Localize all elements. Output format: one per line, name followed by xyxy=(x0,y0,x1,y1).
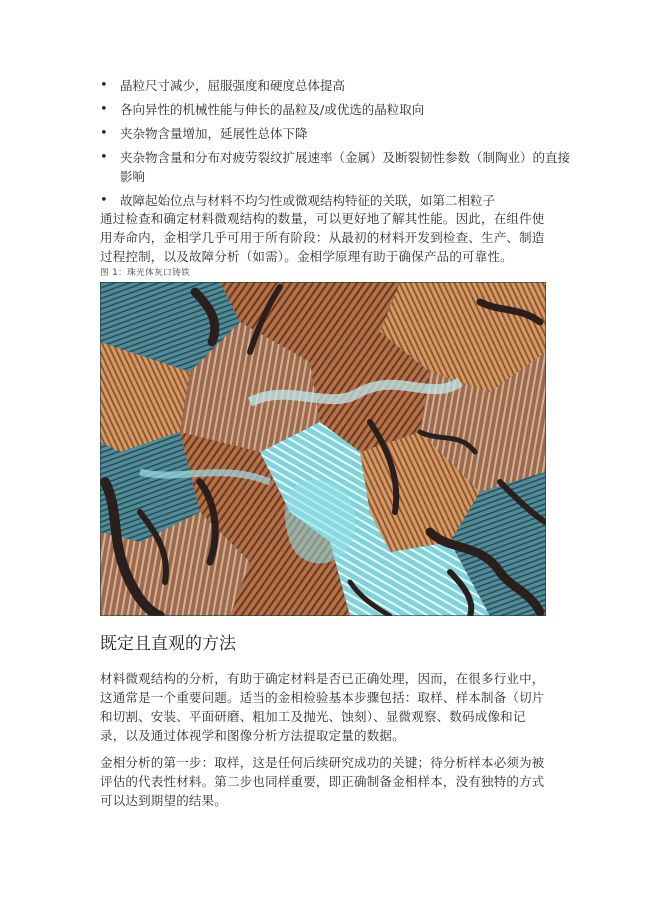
bullet-item xyxy=(100,148,570,186)
figure-caption: 图 1：珠光体灰口铸铁 xyxy=(100,268,191,278)
bullet-dot: • xyxy=(100,193,108,208)
bullet-text: 晶粒尺寸减少，屈服强度和硬度总体提高 xyxy=(120,78,346,93)
bullet-item xyxy=(100,124,570,143)
section-paragraph: 材料微观结构的分析，有助于确定材料是否已正确处理，因而，在很多行业中，这通常是一个重要问题。适当的金相检验基本步骤包括：取样、样本制备（切片和切割、安装、平面研磨、粗加工及抛光、蚀刻）、显微观察、数码成像和记录，以及通过体视学和图像分析方法提取定量的数据。 xyxy=(100,671,545,743)
bullet-text: 各向异性的机械性能与伸长的晶粒及/或优选的晶粒取向 xyxy=(120,102,425,117)
bullet-dot: • xyxy=(100,102,108,117)
pearlitic-cast-iron-micrograph xyxy=(100,282,546,616)
bullet-text: 故障起始位点与材料不均匀性或微观结构特征的关联，如第二相粒子 xyxy=(120,193,496,208)
section-title: 既定且直观的方法 xyxy=(100,634,236,654)
property-bullet-list xyxy=(100,76,570,215)
bullet-item xyxy=(100,191,570,210)
bullet-text: 夹杂物含量增加，延展性总体下降 xyxy=(120,126,308,141)
bullet-item xyxy=(100,76,570,95)
section-paragraph: 金相分析的第一步：取样，这是任何后续研究成功的关键；待分析样本必须为被评估的代表性材料。第二步也同样重要，即正确制备金相样本，没有独特的方式可以达到期望的结果。 xyxy=(100,755,545,808)
bullet-dot: • xyxy=(100,78,108,93)
intro-paragraph: 通过检查和确定材料微观结构的数量，可以更好地了解其性能。因此，在组件使用寿命内，金相学几乎可用于所有阶段：从最初的材料开发到检查、生产、制造过程控制，以及故障分析（如需）。金相学原理有助于确保产品的可靠性。 xyxy=(100,211,545,264)
bullet-text: 夹杂物含量和分布对疲劳裂纹扩展速率（金属）及断裂韧性参数（制陶业）的直接影响 xyxy=(120,150,571,184)
bullet-dot: • xyxy=(100,126,108,141)
bullet-dot: • xyxy=(100,150,108,165)
bullet-item xyxy=(100,100,570,119)
micrograph-image xyxy=(100,282,546,616)
